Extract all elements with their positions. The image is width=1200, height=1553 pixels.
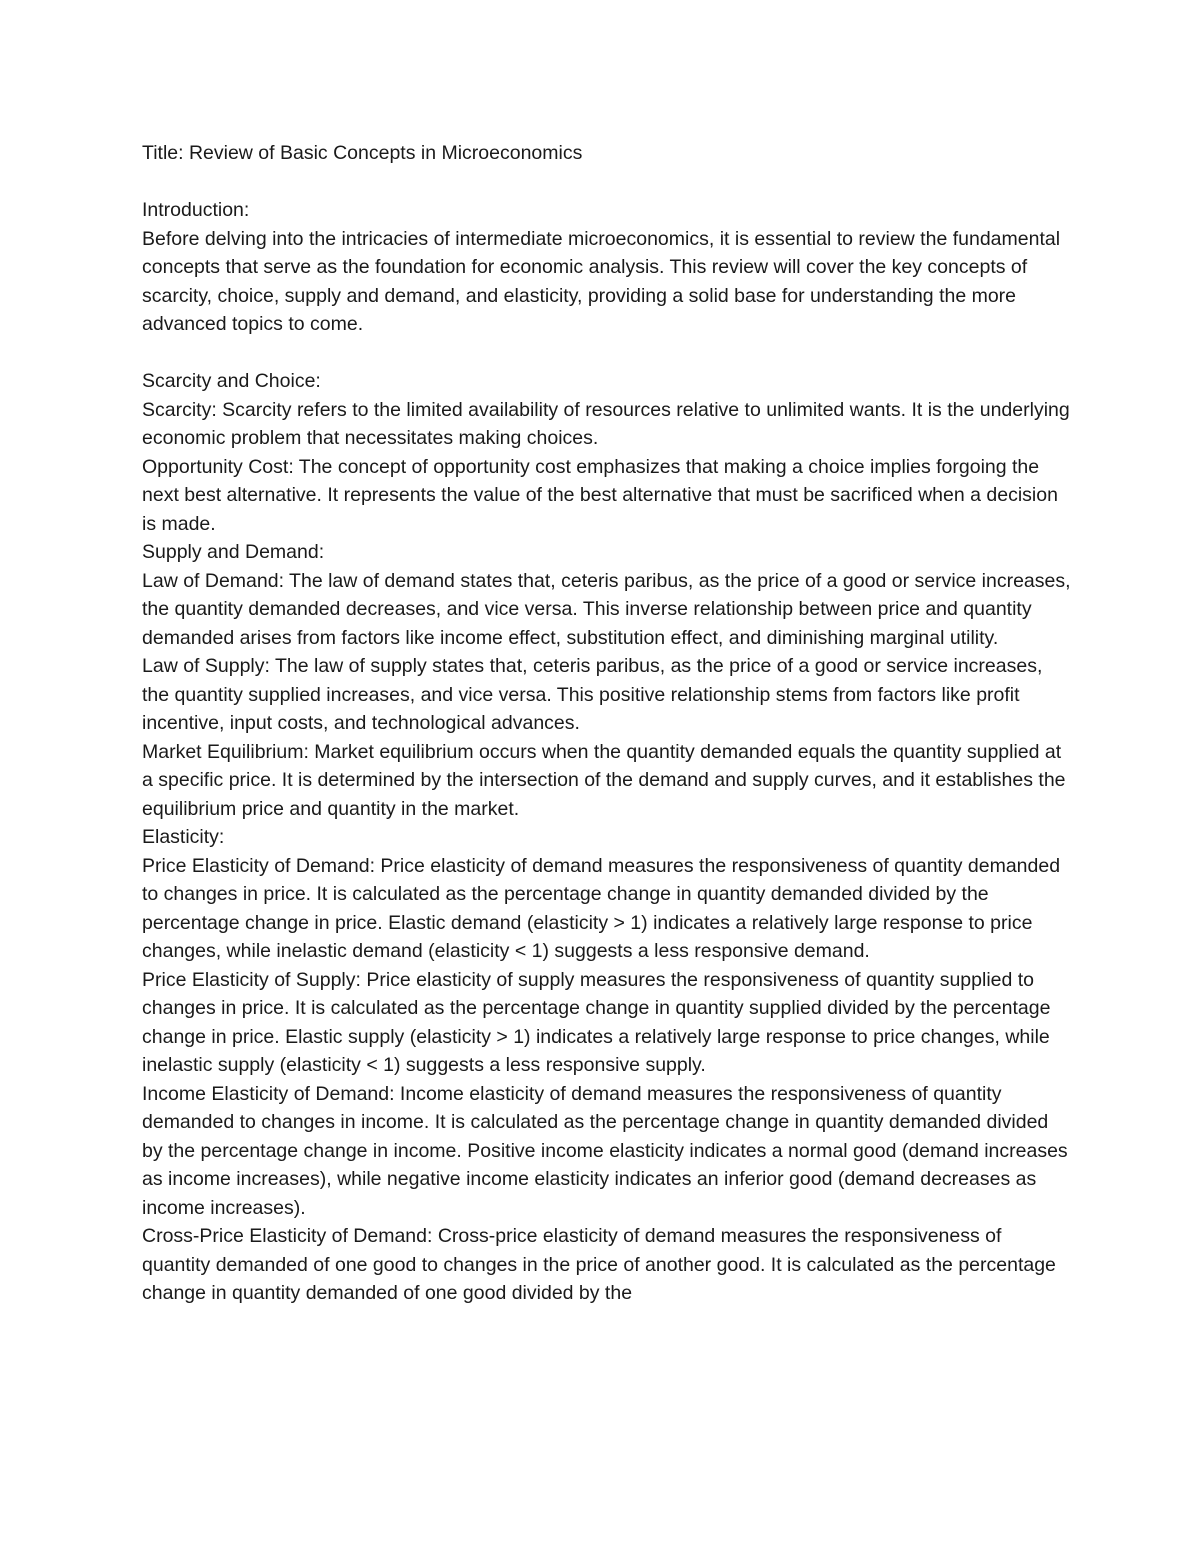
law-of-demand-paragraph: Law of Demand: The law of demand states that, ceteris paribus, as the price of a good or service increases, the quantity demanded decreases, and vice versa. This inverse relationship between price and quantity demanded arises from factors like income effect, substitution effect, and diminishing marginal utility. xyxy=(142,569,1071,649)
scarcity-paragraph: Scarcity: Scarcity refers to the limited availability of resources relative to unlimited wants. It is the underlying economic problem that necessitates making choices. xyxy=(142,398,1070,449)
opportunity-cost-paragraph: Opportunity Cost: The concept of opportunity cost emphasizes that making a choice implies forgoing the next best alternative. It represents the value of the best alternative that must be sacrificed when a decision is made. xyxy=(142,455,1058,535)
intro-heading: Introduction: xyxy=(142,199,250,221)
elasticity-heading: Elasticity: xyxy=(142,826,225,848)
cross-price-elasticity-paragraph: Cross-Price Elasticity of Demand: Cross-price elasticity of demand measures the responsiveness of quantity demanded of one good to changes in the price of another good. It is calculated as the percentage change in quantity demanded of one good divided by the xyxy=(142,1225,1056,1304)
law-of-supply-paragraph: Law of Supply: The law of supply states that, ceteris paribus, as the price of a good or service increases, the quantity supplied increases, and vice versa. This positive relationship stems from factors like profit incentive, input costs, and technological advances. xyxy=(142,655,1043,734)
price-elasticity-supply-paragraph: Price Elasticity of Supply: Price elasticity of supply measures the responsiveness of quantity supplied to changes in price. It is calculated as the percentage change in quantity supplied divided by the percentage change in price. Elastic supply (elasticity > 1) indicates a relatively large response to price changes, while inelastic supply (elasticity < 1) suggests a less responsive supply. xyxy=(142,968,1051,1076)
intro-paragraph: Before delving into the intricacies of intermediate microeconomics, it is essential to review the fundamental concepts that serve as the foundation for economic analysis. This review will cover the key concepts of scarcity, choice, supply and demand, and elasticity, providing a solid base for understanding the more advanced topics to come. xyxy=(142,227,1061,335)
spacer xyxy=(142,168,1072,197)
supply-demand-heading: Supply and Demand: xyxy=(142,541,325,563)
document-body xyxy=(142,139,1072,1308)
market-equilibrium-paragraph: Market Equilibrium: Market equilibrium occurs when the quantity demanded equals the quantity supplied at a specific price. It is determined by the intersection of the demand and supply curves, and it establishes the equilibrium price and quantity in the market. xyxy=(142,740,1066,820)
price-elasticity-demand-paragraph: Price Elasticity of Demand: Price elasticity of demand measures the responsiveness of quantity demanded to changes in price. It is calculated as the percentage change in quantity demanded divided by the percentage change in price. Elastic demand (elasticity > 1) indicates a relatively large response to price changes, while inelastic demand (elasticity < 1) suggests a less responsive demand. xyxy=(142,854,1061,962)
spacer xyxy=(142,339,1072,368)
scarcity-heading: Scarcity and Choice: xyxy=(142,370,321,392)
document-title: Title: Review of Basic Concepts in Microeconomics xyxy=(142,142,583,164)
income-elasticity-paragraph: Income Elasticity of Demand: Income elasticity of demand measures the responsiveness of quantity demanded to changes in income. It is calculated as the percentage change in quantity demanded divided by the percentage change in income. Positive income elasticity indicates a normal good (demand increases as income increases), while negative income elasticity indicates an inferior good (demand decreases as income increases). xyxy=(142,1082,1068,1219)
